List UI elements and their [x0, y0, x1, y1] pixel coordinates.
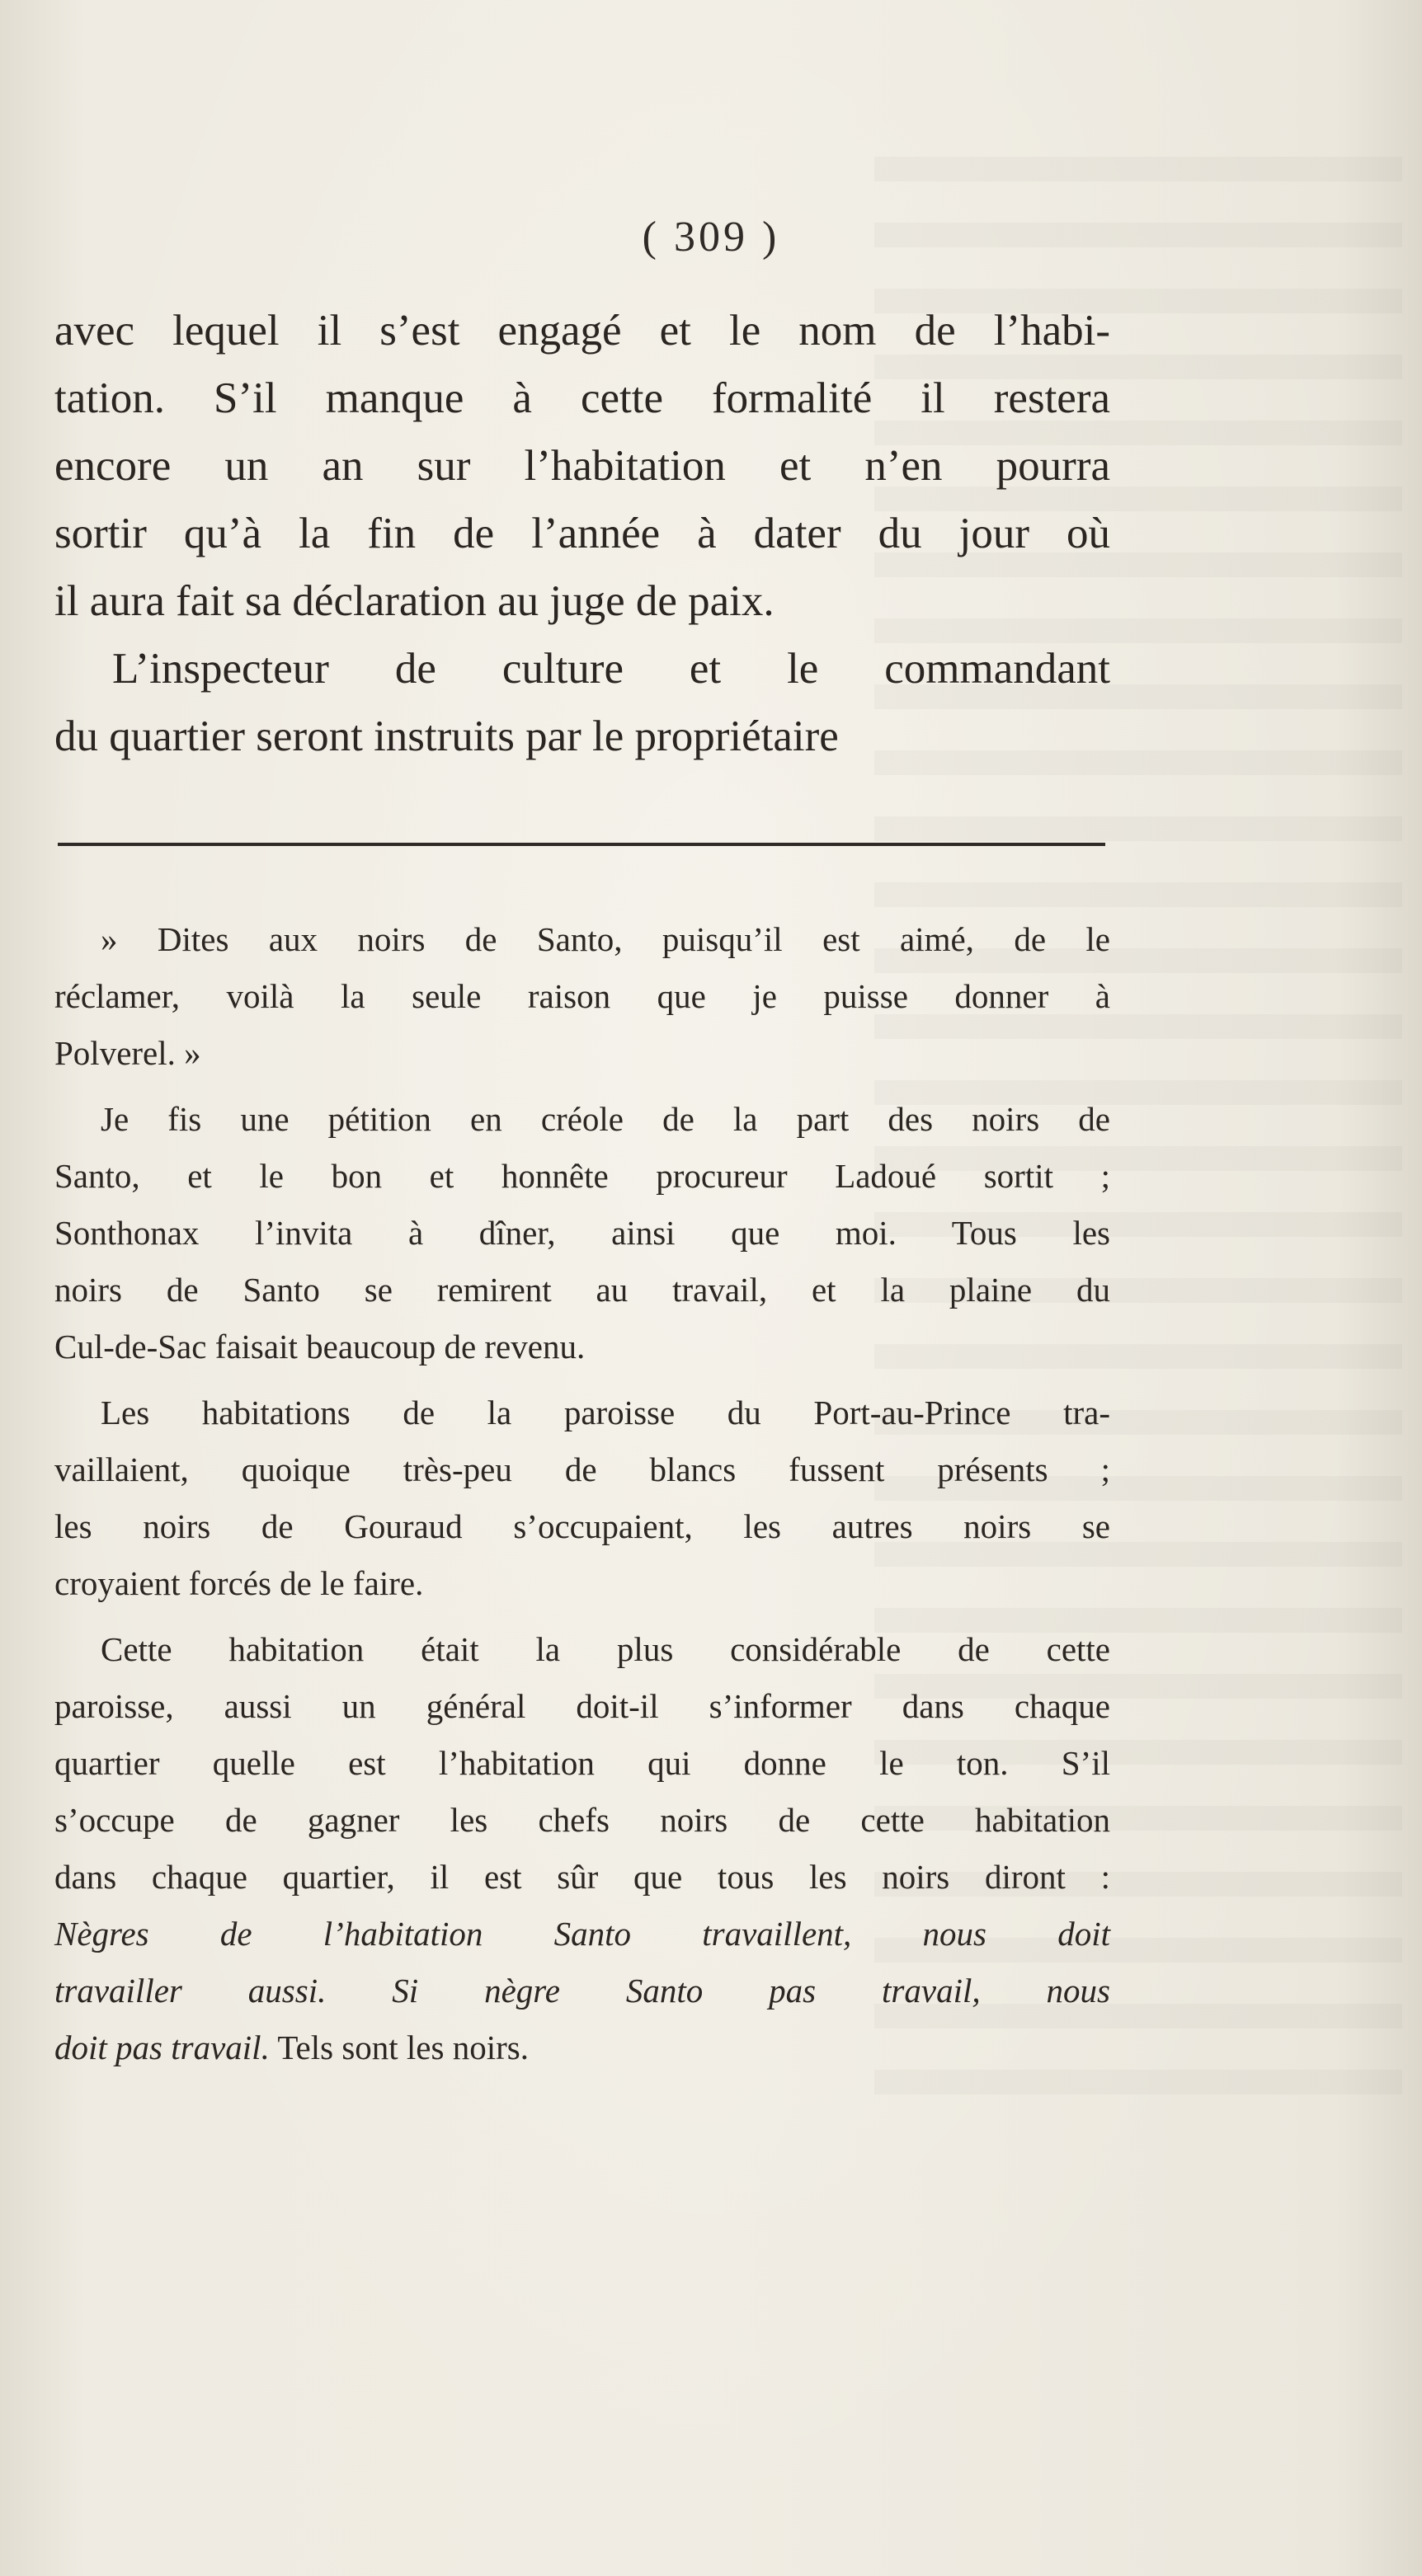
footnote-line: paroisse, aussi un général doit-il s’informer dans chaque [54, 1687, 1110, 1725]
main-line: tation. S’il manque à cette formalité il restera [54, 374, 1110, 422]
footnote-line: Polverel. » [54, 1034, 201, 1072]
footnote-line: » Dites aux noirs de Santo, puisqu’il est aimé, de le [101, 920, 1110, 958]
creole-quote: doit pas travail. [54, 2028, 270, 2066]
footnote-line: Les habitations de la paroisse du Port-au-Prince tra- [101, 1394, 1110, 1431]
footnote-paragraph [54, 1621, 1110, 2076]
creole-quote: travailler aussi. Si nègre Santo pas travail, nous [54, 1972, 1110, 2010]
main-line: il aura fait sa déclaration au juge de paix. [54, 577, 775, 625]
main-line: L’inspecteur de culture et le commandant [112, 645, 1110, 693]
closing-sentence: Tels sont les noirs. [269, 2028, 529, 2066]
footnote-line: vaillaient, quoique très-peu de blancs fussent présents ; [54, 1450, 1110, 1488]
footnote-line [54, 1963, 1110, 2019]
main-line: du quartier seront instruits par le propriétaire [54, 712, 839, 760]
footnote-line: noirs de Santo se remirent au travail, et la plaine du [54, 1271, 1110, 1309]
footnote-line: Sonthonax l’invita à dîner, ainsi que moi. Tous les [54, 1214, 1110, 1252]
footnote-line: les noirs de Gouraud s’occupaient, les autres noirs se [54, 1507, 1110, 1545]
main-line: avec lequel il s’est engagé et le nom de l’habi- [54, 307, 1110, 355]
footnote-line: croyaient forcés de le faire. [54, 1564, 424, 1602]
footnote-paragraph [54, 911, 1110, 1082]
footnote-line [54, 1906, 1110, 1963]
main-line: sortir qu’à la fin de l’année à dater du jour où [54, 510, 1110, 557]
footnote-line [54, 2019, 1110, 2076]
footnote-line: Je fis une pétition en créole de la part des noirs de [101, 1100, 1110, 1138]
footnote-line: réclamer, voilà la seule raison que je puisse donner à [54, 977, 1110, 1015]
footnote-line: Santo, et le bon et honnête procureur Ladoué sortit ; [54, 1157, 1110, 1195]
main-text [54, 297, 1110, 770]
footnote-line: Cette habitation était la plus considérable de cette [101, 1630, 1110, 1668]
footnote-paragraph [54, 1091, 1110, 1375]
footnote-line: dans chaque quartier, il est sûr que tous les noirs diront : [54, 1858, 1110, 1896]
main-line: encore un an sur l’habitation et n’en pourra [54, 442, 1110, 490]
page-number: ( 309 ) [642, 214, 780, 261]
footnote-paragraph [54, 1384, 1110, 1612]
creole-quote: Nègres de l’habitation Santo travaillent, nous doit [54, 1915, 1110, 1953]
footnote-line: quartier quelle est l’habitation qui donne le ton. S’il [54, 1744, 1110, 1782]
footnote [54, 911, 1110, 2085]
footnote-divider [58, 843, 1105, 846]
footnote-line: Cul-de-Sac faisait beaucoup de revenu. [54, 1328, 586, 1366]
footnote-line: s’occupe de gagner les chefs noirs de cette habitation [54, 1801, 1110, 1839]
